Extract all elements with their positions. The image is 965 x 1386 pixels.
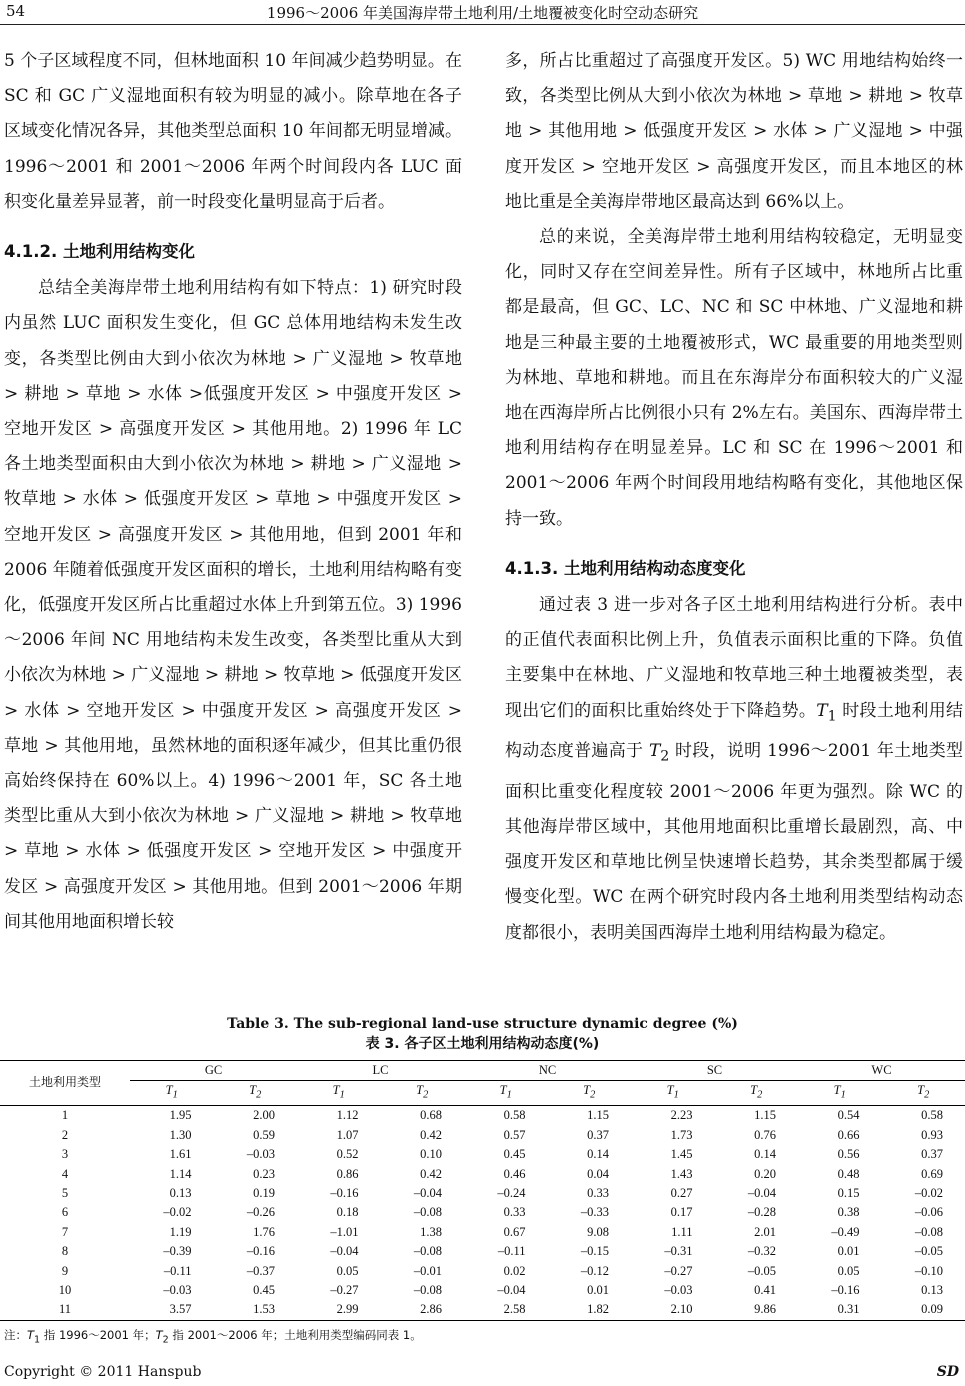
table-cell: 1.76 [253,1224,275,1239]
table-cell: 0.15 [837,1185,860,1200]
table-cell: 0.56 [837,1147,860,1162]
table-cell: –0.15 [580,1244,609,1259]
region-header-wc: WC [798,1061,965,1081]
table-row [0,1300,965,1320]
section-heading-4-1-3: 4.1.3. 土地利用结构动态度变化 [505,558,746,578]
table-cell: –0.16 [831,1282,860,1297]
table-cell: 1.43 [670,1166,693,1181]
table-cell: 0.13 [169,1185,192,1200]
land-use-code: 8 [61,1244,69,1259]
table-cell: 1.14 [169,1166,192,1181]
region-header-gc: GC [130,1061,297,1081]
table-cell: 1.19 [169,1224,192,1239]
note-prefix: 注： [4,1327,27,1342]
table-cell: 1.07 [336,1127,359,1142]
table-row [0,1106,965,1126]
table-cell: 0.69 [921,1166,943,1181]
table-cell: –0.27 [664,1263,693,1278]
table-cell: 1.30 [169,1127,192,1142]
land-use-code: 2 [61,1127,69,1142]
table-cell: 0.05 [336,1263,359,1278]
table-row [0,1281,965,1300]
table-row [0,1184,965,1203]
table-cell: –0.11 [163,1263,192,1278]
paragraph-dynamic [505,588,963,951]
table-cell: –0.32 [747,1244,776,1259]
table-cell: 2.58 [464,1300,548,1320]
table-cell: 0.19 [253,1185,275,1200]
period-header-lc-t2: $T_2$ [381,1081,465,1106]
table-cell: 0.38 [837,1205,860,1220]
table-cell: –0.08 [413,1205,442,1220]
period-header-gc-t2: $T_2$ [214,1081,298,1106]
right-column [505,44,963,951]
table-cell: 0.31 [798,1300,882,1320]
table-cell: –0.05 [914,1244,943,1259]
table-3 [0,1014,965,1345]
land-use-code: 4 [61,1166,69,1181]
period-header-gc-t1: $T_1$ [130,1081,214,1106]
table-cell: 1.82 [548,1300,632,1320]
table-cell: –0.03 [664,1282,693,1297]
table-cell: 1.53 [214,1300,298,1320]
table-cell: 0.86 [336,1166,359,1181]
table-caption-zh: 表 3. 各子区土地利用结构动态度(%) [365,1036,600,1052]
table-cell: –0.12 [580,1263,609,1278]
note-end: 指 2001～2006 年；土地利用类型编码同表 1。 [168,1327,422,1342]
note-t1-sub: 1 [34,1334,41,1346]
land-use-code: 10 [58,1282,72,1297]
table-cell: 0.05 [837,1263,860,1278]
table-cell: 0.42 [420,1166,442,1181]
table-cell: –0.08 [413,1244,442,1259]
table-cell: –0.10 [914,1263,943,1278]
note-t2-sub: 2 [162,1334,169,1346]
table-cell: 0.33 [587,1185,609,1200]
table-cell: 2.00 [253,1108,275,1123]
table-cell: 0.46 [503,1166,526,1181]
land-use-code: 7 [61,1224,69,1239]
table-cell: –0.27 [330,1282,359,1297]
table-cell: –0.37 [246,1263,275,1278]
table-cell: –0.08 [413,1282,442,1297]
table-cell: 0.41 [754,1282,776,1297]
table-cell: –0.24 [497,1185,526,1200]
copyright: Copyright © 2011 Hanspub [4,1364,202,1380]
note-mid: 指 1996～2001 年； [40,1327,156,1342]
table-cell: 0.76 [754,1127,776,1142]
table-cell: –0.16 [246,1244,275,1259]
period-header-row [0,1081,965,1106]
note-t2: T [155,1327,163,1342]
table-cell: –0.06 [914,1205,943,1220]
table-row [0,1203,965,1222]
period-header-sc-t2: $T_2$ [715,1081,799,1106]
table-cell: 0.01 [587,1282,609,1297]
table-cell: 0.18 [336,1205,359,1220]
table-cell: 1.73 [670,1127,693,1142]
table-cell: –0.28 [747,1205,776,1220]
paragraph-summary: 总的来说，全美海岸带土地利用结构较稳定，无明显变化，同时又存在空间差异性。所有子区域中，林地所占比重都是最高，但 GC、LC、NC 和 SC 中林地、广义湿地和耕地是三种最主要的土地覆被形式，WC 最重要的用地类型则为林地、草地和耕地。而且在东海岸分布面积较大的广义湿地在西海岸所占比例很小只有 2%左右。美国东、西海岸带土地利用结构存在明显差异。LC 和 SC 在 1996～2001 和 2001～2006 年两个时间段用地结构略有变化，其他地区保持一致。 [505,227,963,529]
table-cell: –0.02 [163,1205,192,1220]
journal-abbrev: SD [936,1364,959,1380]
table-cell: 0.37 [921,1147,943,1162]
table-cell: 1.45 [670,1147,693,1162]
table-cell: 0.02 [503,1263,526,1278]
t1-symbol: T [816,700,828,721]
table-cell: 0.17 [670,1205,693,1220]
page-number: 54 [6,2,26,20]
table-cell: 9.86 [715,1300,799,1320]
table-cell: –1.01 [330,1224,359,1239]
table-cell: 0.45 [253,1282,275,1297]
table-body [0,1106,965,1320]
table-cell: 0.45 [503,1147,526,1162]
table-cell: 1.15 [587,1108,609,1123]
table-caption-en: Table 3. The sub-regional land-use structure dynamic degree (%) [227,1016,738,1032]
period-header-sc-t1: $T_1$ [631,1081,715,1106]
region-header-nc: NC [464,1061,631,1081]
table-cell: 0.58 [503,1108,526,1123]
table-cell: 0.42 [420,1127,442,1142]
table-cell: –0.39 [163,1244,192,1259]
section-heading-4-1-2: 4.1.2. 土地利用结构变化 [4,242,195,262]
table-cell: –0.03 [163,1282,192,1297]
table-cell: 0.57 [503,1127,526,1142]
table-cell: –0.04 [413,1185,442,1200]
header-rule [0,24,965,25]
table-cell: 0.27 [670,1185,693,1200]
table-cell: 3.57 [130,1300,214,1320]
paragraph-continued: 5 个子区域程度不同，但林地面积 10 年间减少趋势明显。在 SC 和 GC 广义湿地面积有较为明显的减小。除草地在各子区域变化情况各异，其他类型总面积 10 年间都无明显增减。1996～2001 和 2001～2006 年两个时间段内各 LUC 面积变化量差异显著，前一时段变化量明显高于后者。 [4,51,462,212]
table-cell: –0.16 [330,1185,359,1200]
row-label-header: 土地利用类型 [0,1061,130,1106]
table-row [0,1165,965,1184]
t2-symbol: T [648,741,661,762]
table-cell: 0.59 [253,1127,275,1142]
region-header-sc: SC [631,1061,798,1081]
table-cell: 1.12 [336,1108,359,1123]
note-t1: T [27,1327,35,1342]
table-cell: 2.99 [297,1300,381,1320]
table-cell: 0.48 [837,1166,860,1181]
land-use-code: 11 [0,1300,130,1320]
table-cell: –0.49 [831,1224,860,1239]
table-cell: –0.03 [246,1147,275,1162]
table-cell: –0.05 [747,1263,776,1278]
table-cell: 1.61 [169,1147,192,1162]
table-cell: 0.58 [921,1108,943,1123]
table-cell: 0.09 [882,1300,965,1320]
land-use-code: 9 [61,1263,69,1278]
table-cell: 2.01 [754,1224,776,1239]
table-note [4,1327,965,1345]
dynamic-degree-table [0,1060,965,1321]
paragraph-continued-right: 多，所占比重超过了高强度开发区。5) WC 用地结构始终一致，各类型比例从大到小依次为林地 > 草地 > 耕地 > 牧草地 > 其他用地 > 低强度开发区 > 水体 > 广义湿地 > 中强度开发区 > 空地开发区 > 高强度开发区，而且本地区的林地比重是全美海岸带地区最高达到 66%以上。 [505,51,963,212]
table-cell: –0.04 [497,1282,526,1297]
table-cell: –0.11 [497,1244,526,1259]
period-header-lc-t1: $T_1$ [297,1081,381,1106]
table-cell: 0.13 [921,1282,943,1297]
table-cell: –0.04 [330,1244,359,1259]
t1-subscript: 1 [827,708,837,725]
t2-subscript: 2 [660,748,670,765]
dynamic-text-3: 时段，说明 1996～2001 年土地类型面积比重变化程度较 2001～2006 年更为强烈。除 WC 的其他海岸带区域中，其他用地面积比重增长最剧烈，高、中强度开发区和草地比例呈快速增长趋势，其余类型都属于缓慢变化型。WC 在两个研究时段内各土地利用类型结构动态度都很小，表明美国西海岸土地利用结构最为稳定。 [505,741,963,943]
table-cell: 0.14 [587,1147,609,1162]
table-cell: 0.20 [754,1166,776,1181]
page-header [0,0,965,26]
table-cell: –0.08 [914,1224,943,1239]
table-cell: 0.52 [336,1147,359,1162]
table-row [0,1262,965,1281]
table-cell: 2.10 [631,1300,715,1320]
table-cell: 9.08 [587,1224,609,1239]
period-header-nc-t2: $T_2$ [548,1081,632,1106]
dynamic-text-2: 时段土地利用结构动态度普遍高于 [505,700,964,762]
table-cell: 1.38 [420,1224,442,1239]
dynamic-text-1: 通过表 3 进一步对各子区土地利用结构进行分析。表中的正值代表面积比例上升，负值表示面积比重的下降。负值主要集中在林地、广义湿地和牧草地三种土地覆被类型，表现出它们的面积比重始终处于下降趋势。 [505,595,963,721]
table-cell: 1.11 [671,1224,693,1239]
table-cell: 0.68 [420,1108,442,1123]
table-cell: –0.01 [413,1263,442,1278]
table-row [0,1145,965,1164]
table-cell: 2.86 [381,1300,465,1320]
table-cell: 0.23 [253,1166,275,1181]
table-cell: 0.33 [503,1205,526,1220]
table-cell: 0.04 [587,1166,609,1181]
table-cell: –0.26 [246,1205,275,1220]
running-title: 1996～2006 年美国海岸带土地利用/土地覆被变化时空动态研究 [266,4,699,22]
period-header-wc-t2: $T_2$ [882,1081,965,1106]
table-cell: 0.10 [420,1147,442,1162]
left-column [4,44,462,940]
land-use-code: 5 [61,1185,69,1200]
land-use-code: 6 [61,1205,69,1220]
table-cell: –0.02 [914,1185,943,1200]
table-cell: 0.14 [754,1147,776,1162]
table-cell: 0.93 [921,1127,943,1142]
region-header-lc: LC [297,1061,464,1081]
table-cell: 2.23 [670,1108,693,1123]
land-use-code: 1 [61,1108,69,1123]
table-row [0,1242,965,1261]
paragraph-structure: 总结全美海岸带土地利用结构有如下特点：1) 研究时段内虽然 LUC 面积发生变化，但 GC 总体用地结构未发生改变，各类型比例由大到小依次为林地 > 广义湿地 > 牧草地 > 耕地 > 草地 > 水体 >低强度开发区 > 中强度开发区 > 空地开发区 > 高强度开发区 > 其他用地。2) 1996 年 LC 各土地类型面积由大到小依次为林地 > 耕地 > 广义湿地 > 牧草地 > 水体 > 低强度开发区 > 草地 > 中强度开发区 > 空地开发区 > 高强度开发区 > 其他用地，但到 2001 年和 2006 年随着低强度开发区面积的增长，土地利用结构略有变化，低强度开发区所占比重超过水体上升到第五位。3) 1996～2006 年间 NC 用地结构未发生改变，各类型比重从大到小依次为林地 > 广义湿地 > 耕地 > 牧草地 > 低强度开发区 > 水体 > 空地开发区 > 中强度开发区 > 高强度开发区 > 草地 > 其他用地，虽然林地的面积逐年减少，但其比重仍很高始终保持在 60%以上。4) 1996～2001 年，SC 各土地类型比重从大到小依次为林地 > 广义湿地 > 耕地 > 牧草地 > 草地 > 水体 > 低强度开发区 > 空地开发区 > 中强度开发区 > 高强度开发区 > 其他用地。但到 2001～2006 年期间其他用地面积增长较 [4,278,462,932]
table-cell: 0.54 [837,1108,860,1123]
period-header-nc-t1: $T_1$ [464,1081,548,1106]
table-cell: 0.37 [587,1127,609,1142]
table-cell: 1.95 [169,1108,192,1123]
table-cell: –0.04 [747,1185,776,1200]
table-cell: –0.31 [664,1244,693,1259]
table-cell: 0.01 [837,1244,860,1259]
table-cell: 1.15 [754,1108,776,1123]
table-cell: 0.66 [837,1127,860,1142]
table-row [0,1223,965,1242]
land-use-code: 3 [61,1147,69,1162]
table-cell: –0.33 [580,1205,609,1220]
table-cell: 0.67 [503,1224,526,1239]
period-header-wc-t1: $T_1$ [798,1081,882,1106]
table-row [0,1126,965,1145]
